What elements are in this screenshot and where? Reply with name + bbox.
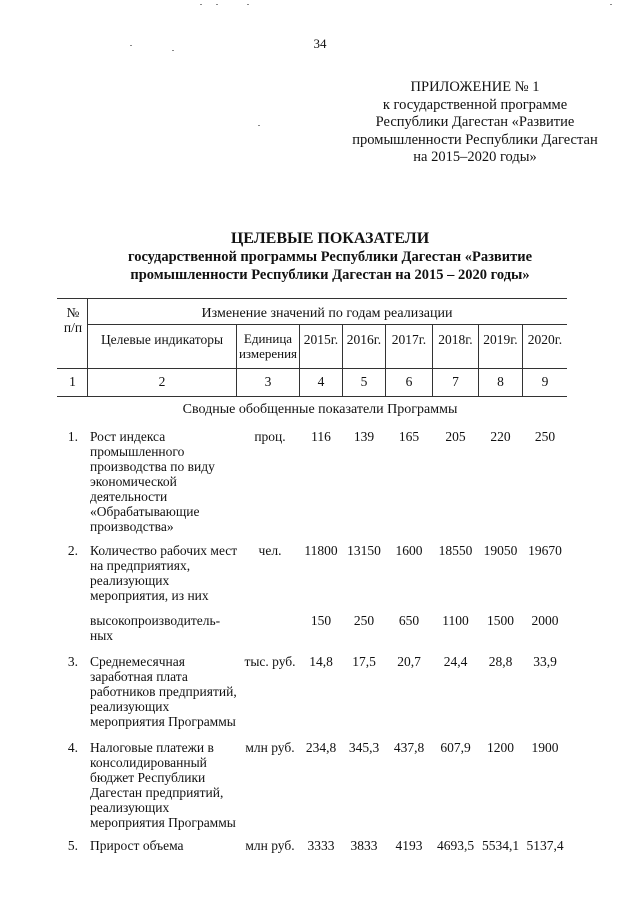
- row-1-value-2019: 220: [490, 429, 511, 444]
- row-4-unit: млн руб.: [245, 740, 295, 755]
- appendix-line-1: ПРИЛОЖЕНИЕ № 1: [410, 79, 540, 95]
- header-change-caption: Изменение значений по годам реализации: [201, 306, 453, 321]
- header-year-2015: 2015г.: [303, 332, 339, 347]
- header-year-2020: 2020г.: [527, 332, 563, 347]
- row-4-value-2018: 607,9: [440, 740, 471, 755]
- row-2-value-2015: 11800: [304, 543, 338, 558]
- row-3-indicator: Среднемесячная заработная плата работников предприятий, реализующих мероприятия Программы: [90, 654, 237, 729]
- column-number-5: 5: [360, 374, 368, 389]
- header-year-2019: 2019г.: [483, 332, 518, 347]
- header-year-2018: 2018г.: [438, 332, 473, 347]
- row-4-value-2016: 345,3: [348, 740, 380, 755]
- column-number-8: 8: [497, 374, 504, 389]
- row-1-value-2018: 205: [445, 429, 466, 444]
- header-year-2016: 2016г.: [346, 332, 382, 347]
- row-3-value-2020: 33,9: [533, 654, 557, 669]
- row-5-value-2017: 4193: [395, 838, 423, 853]
- row-2a-value-2020: 2000: [531, 613, 559, 628]
- row-2-value-2018: 18550: [438, 543, 473, 558]
- appendix-header: [340, 79, 610, 167]
- row-2a-value-2015: 150: [310, 613, 332, 628]
- row-2a-value-2017: 650: [398, 613, 420, 628]
- title-line-2: государственной программы Республики Дагестан «Развитие: [127, 249, 533, 265]
- row-2a-value-2016: 250: [353, 613, 375, 628]
- header-indicators: Целевые индикаторы: [100, 332, 224, 347]
- row-2-unit: чел.: [258, 543, 282, 558]
- row-5-value-2018: 4693,5: [436, 838, 475, 853]
- row-5-indicator: Прирост объема: [90, 838, 184, 853]
- row-2a-value-2019: 1500: [487, 613, 514, 628]
- row-4-indicator: Налоговые платежи в консолидированный бюджет Республики Дагестан предприятий, реализующих мероприятия Программы: [90, 740, 236, 830]
- row-2a-value-2018: 1100: [442, 613, 469, 628]
- row-5-unit: млн руб.: [245, 838, 295, 853]
- row-3-value-2017: 20,7: [397, 654, 421, 669]
- appendix-line-3: Республики Дагестан «Развитие: [375, 114, 575, 130]
- row-5-value-2020: 5137,4: [526, 838, 564, 853]
- row-1-value-2020: 250: [534, 429, 556, 444]
- row-4-value-2015: 234,8: [305, 740, 337, 755]
- row-2-number: 2.: [67, 543, 78, 558]
- row-1-value-2017: 165: [398, 429, 420, 444]
- column-number-9: 9: [541, 374, 549, 389]
- row-2-value-2017: 1600: [395, 543, 423, 558]
- appendix-line-2: к государственной программе: [382, 96, 568, 113]
- row-1-value-2016: 139: [353, 429, 375, 444]
- row-1-indicator: Рост индекса промышленного производства по виду экономической деятельности «Обрабатывающие производства»: [90, 429, 215, 534]
- row-5-value-2015: 3333: [307, 838, 335, 853]
- row-2-value-2019: 19050: [483, 543, 518, 558]
- row-5-value-2019: 5534,1: [481, 838, 520, 853]
- row-3-value-2018: 24,4: [443, 654, 468, 669]
- row-3-unit: тыс. руб.: [244, 654, 296, 669]
- title-line-3: промышленности Республики Дагестан на 2015 – 2020 годы»: [130, 267, 530, 283]
- row-4-value-2017: 437,8: [393, 740, 425, 755]
- row-2-indicator: Количество рабочих мест на предприятиях, реализующих мероприятия, из них: [90, 543, 238, 603]
- row-5-number: 5.: [67, 838, 78, 853]
- document-title: [60, 230, 600, 284]
- title-line-1: ЦЕЛЕВЫЕ ПОКАЗАТЕЛИ: [230, 230, 430, 247]
- column-number-7: 7: [452, 374, 459, 389]
- header-number: № п/п: [63, 305, 83, 335]
- row-3-value-2019: 28,8: [488, 654, 513, 669]
- page-number: 34: [313, 36, 327, 51]
- appendix-line-4: промышленности Республики Дагестан: [352, 131, 598, 148]
- column-number-1: 1: [69, 374, 76, 389]
- header-unit: Единица измерения: [238, 331, 298, 361]
- row-1-number: 1.: [67, 429, 78, 444]
- column-number-4: 4: [317, 374, 325, 389]
- row-3-number: 3.: [67, 654, 78, 669]
- row-5-value-2016: 3833: [350, 838, 378, 853]
- row-4-value-2020: 1900: [531, 740, 559, 755]
- header-year-2017: 2017г.: [391, 332, 427, 347]
- row-1-value-2015: 116: [311, 429, 331, 444]
- column-number-3: 3: [264, 374, 272, 389]
- row-4-number: 4.: [67, 740, 78, 755]
- column-number-6: 6: [405, 374, 413, 389]
- row-4-value-2019: 1200: [487, 740, 514, 755]
- appendix-line-5: на 2015–2020 годы»: [413, 149, 537, 165]
- row-3-value-2016: 17,5: [352, 654, 376, 669]
- row-3-value-2015: 14,8: [309, 654, 333, 669]
- section-title: Сводные обобщенные показатели Программы: [182, 402, 458, 417]
- column-number-2: 2: [158, 374, 166, 389]
- row-2-value-2016: 13150: [347, 543, 381, 558]
- row-2-value-2020: 19670: [528, 543, 562, 558]
- row-2a-indicator: высокопроизводитель-ных: [90, 613, 221, 643]
- row-1-unit: проц.: [254, 429, 286, 444]
